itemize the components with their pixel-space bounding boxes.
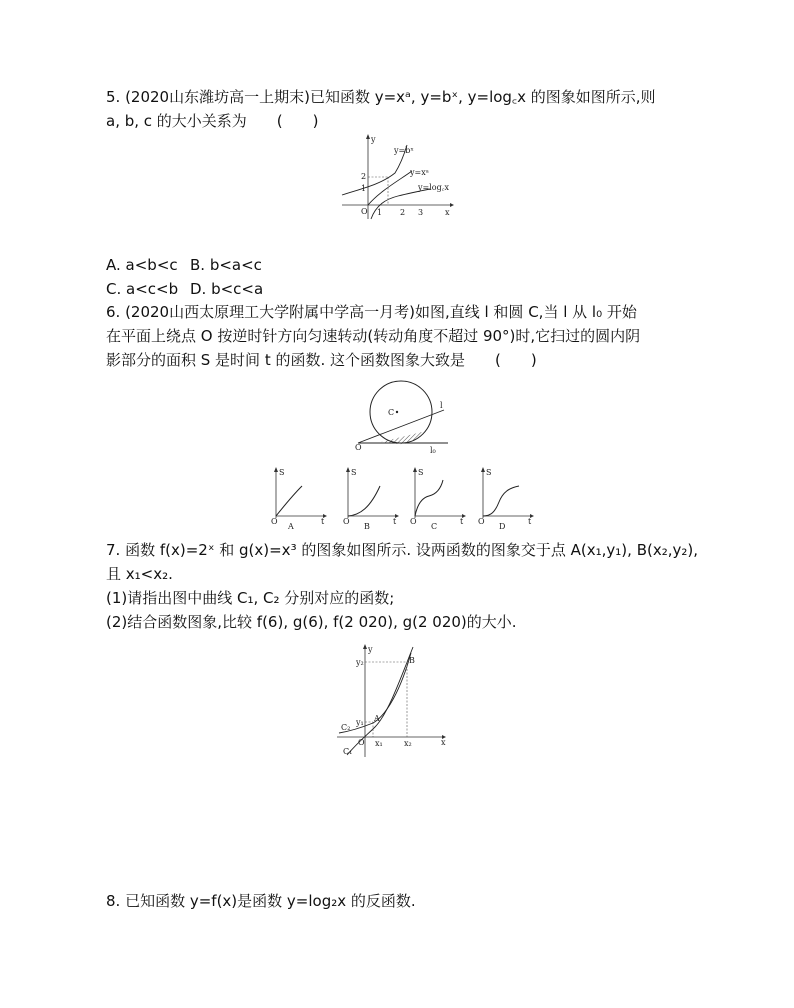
circle-center-label: C: [388, 408, 395, 417]
q7-line-1: 7. 函数 f(x)=2ˣ 和 g(x)=x³ 的图象如图所示. 设两函数的图象交于点 A(x₁,y₁), B(x₂,y₂),: [106, 541, 699, 559]
axis-x-label: x: [445, 208, 450, 217]
graph-caption: C: [431, 522, 438, 531]
q6-circle-figure: [350, 380, 450, 456]
y2-label: y₂: [356, 658, 364, 667]
origin-label: O: [358, 738, 365, 747]
axis-t-label: t: [528, 517, 532, 526]
q5-figure: [340, 133, 455, 223]
axis-s-label: S: [486, 468, 492, 477]
axis-y-label: y: [368, 645, 373, 654]
axis-t-label: t: [321, 517, 325, 526]
graph-caption: D: [499, 522, 506, 531]
curve-c2-label: C₂: [341, 723, 351, 732]
origin-label: O: [355, 443, 362, 452]
tick-x-1: 1: [377, 208, 383, 217]
origin-label: O: [361, 207, 368, 216]
tick-y-1: 1: [361, 184, 367, 193]
q6-line-3: 影部分的面积 S 是时间 t 的函数. 这个函数图象大致是 ( ): [106, 351, 537, 369]
y1-label: y₁: [356, 718, 364, 727]
graph-caption: A: [288, 522, 294, 531]
q8-line-1: 8. 已知函数 y=f(x)是函数 y=log₂x 的反函数.: [106, 892, 416, 910]
axis-s-label: S: [418, 468, 424, 477]
q5-option-a: A. a<b<c: [106, 256, 178, 274]
graph-caption: B: [364, 522, 370, 531]
q5-option-d: D. b<c<a: [190, 280, 264, 298]
q7-line-4: (2)结合函数图象,比较 f(6), g(6), f(2 020), g(2 020)的大小.: [106, 613, 517, 631]
label-y-bx: y=bˣ: [394, 146, 414, 155]
axis-s-label: S: [351, 468, 357, 477]
x1-label: x₁: [375, 739, 383, 748]
q7-line-3: (1)请指出图中曲线 C₁, C₂ 分别对应的函数;: [106, 589, 395, 607]
label-y-xa: y=xᵃ: [410, 168, 429, 177]
x2-label: x₂: [404, 739, 412, 748]
tick-x-3: 3: [418, 208, 424, 217]
q6-graph-d: [475, 466, 535, 532]
tick-x-2: 2: [400, 208, 406, 217]
label-y-logcx: y=log꜀x: [418, 183, 449, 192]
q5-line-1: 5. (2020山东潍坊高一上期末)已知函数 y=xᵃ, y=bˣ, y=log꜀x 的图象如图所示,则: [106, 88, 656, 106]
q7-figure: [335, 643, 450, 761]
axis-t-label: t: [393, 517, 397, 526]
line-l0-label: l₀: [430, 446, 436, 455]
tick-y-2: 2: [361, 172, 367, 181]
axis-x-label: x: [441, 738, 446, 747]
line-l-label: l: [440, 401, 443, 410]
origin-label: O: [271, 517, 278, 526]
point-a-label: A: [374, 714, 380, 723]
q6-graph-a: [268, 466, 328, 532]
origin-label: O: [343, 517, 350, 526]
q6-graph-b: [340, 466, 400, 532]
q5-option-b: B. b<a<c: [190, 256, 262, 274]
q5-option-c: C. a<c<b: [106, 280, 179, 298]
axis-s-label: S: [279, 468, 285, 477]
q6-graph-c: [407, 466, 467, 532]
point-b-label: B: [409, 656, 415, 665]
origin-label: O: [478, 517, 485, 526]
axis-y-label: y: [371, 135, 376, 144]
q7-line-2: 且 x₁<x₂.: [106, 565, 173, 583]
q6-line-2: 在平面上绕点 O 按逆时针方向匀速转动(转动角度不超过 90°)时,它扫过的圆内阴: [106, 327, 641, 345]
axis-t-label: t: [460, 517, 464, 526]
q6-line-1: 6. (2020山西太原理工大学附属中学高一月考)如图,直线 l 和圆 C,当 l 从 l₀ 开始: [106, 303, 637, 321]
curve-c1-label: C₁: [343, 747, 353, 756]
origin-label: O: [410, 517, 417, 526]
q5-line-2: a, b, c 的大小关系为 ( ): [106, 112, 319, 130]
